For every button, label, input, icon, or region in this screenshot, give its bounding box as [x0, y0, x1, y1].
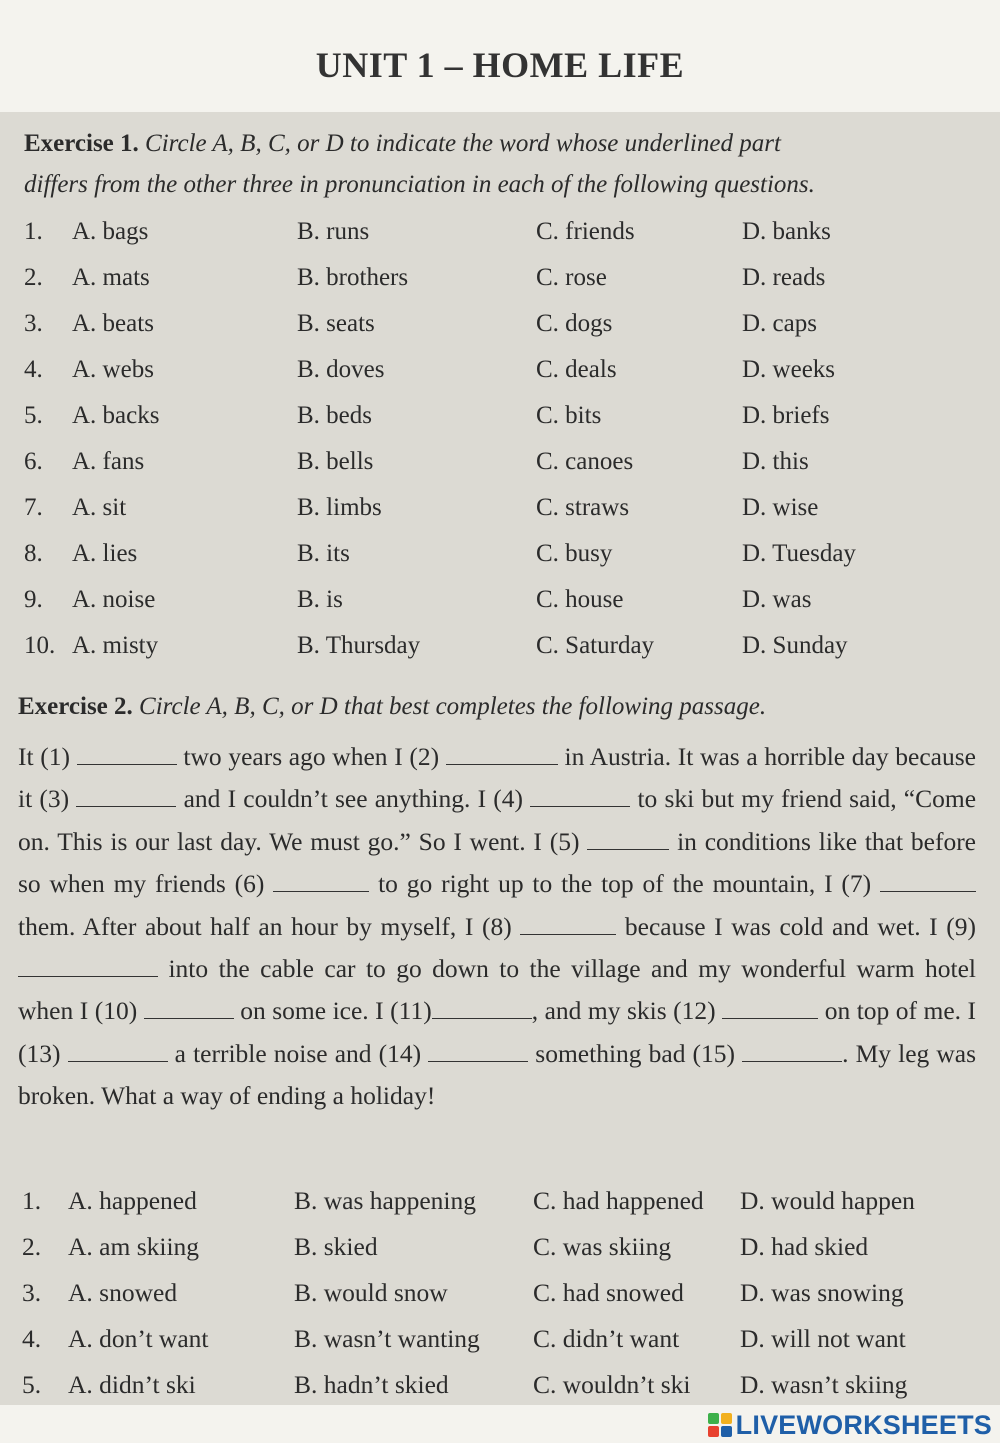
option-c[interactable]: C. was skiing: [533, 1232, 672, 1261]
blank-6[interactable]: [273, 871, 369, 892]
option-c[interactable]: C. dogs: [536, 310, 613, 337]
answer-number: 1.: [22, 1186, 42, 1215]
answer-row: [22, 1232, 982, 1276]
blank-4[interactable]: [530, 786, 630, 807]
exercise2-heading: [18, 686, 978, 727]
passage-text: on top of me. I (13): [18, 996, 977, 1068]
question-row: [24, 264, 984, 304]
answer-number: 5.: [22, 1370, 42, 1399]
question-row: [24, 632, 984, 672]
passage-text: to go right up to the top of the mountain, I (7): [378, 869, 872, 899]
exercise1-instruction-line1: Circle A, B, C, or D to indicate the word whose underlined part: [145, 130, 781, 157]
passage-text: two years ago when I (2): [183, 742, 440, 771]
blank-2[interactable]: [446, 744, 558, 765]
option-a[interactable]: A. backs: [72, 402, 160, 429]
option-a[interactable]: A. don’t want: [68, 1324, 209, 1353]
option-d[interactable]: D. will not want: [740, 1324, 906, 1353]
option-a[interactable]: A. misty: [72, 632, 159, 659]
passage-text: . My leg was broken. What a way of ending a holiday!: [18, 1038, 977, 1111]
question-number: 8.: [24, 540, 43, 567]
option-a[interactable]: A. lies: [72, 540, 138, 567]
option-a[interactable]: A. beats: [72, 310, 154, 337]
option-d[interactable]: D. banks: [742, 218, 831, 245]
blank-10[interactable]: [144, 998, 234, 1019]
blank-14[interactable]: [428, 1041, 528, 1062]
blank-9[interactable]: [18, 956, 158, 977]
option-c[interactable]: C. canoes: [536, 448, 634, 475]
blank-12[interactable]: [722, 998, 818, 1019]
passage-text: them. After about half an hour by myself, I (8): [18, 911, 512, 941]
option-b[interactable]: B. doves: [297, 356, 385, 383]
passage-text: It (1): [18, 742, 70, 771]
blank-3[interactable]: [76, 786, 176, 807]
option-d[interactable]: D. Sunday: [742, 632, 848, 659]
option-a[interactable]: A. mats: [72, 264, 150, 291]
liveworksheets-logo-icon: [708, 1413, 732, 1437]
option-c[interactable]: C. friends: [536, 218, 635, 245]
option-b[interactable]: B. its: [297, 540, 350, 567]
option-d[interactable]: D. was snowing: [740, 1278, 904, 1307]
passage-text: on some ice. I (11): [240, 996, 432, 1026]
question-number: 4.: [24, 356, 43, 383]
question-row: [24, 402, 984, 442]
option-c[interactable]: C. didn’t want: [533, 1324, 680, 1353]
passage-text: because I was cold and wet. I (9): [624, 911, 976, 941]
question-number: 5.: [24, 402, 43, 429]
option-d[interactable]: D. would happen: [740, 1186, 915, 1215]
option-a[interactable]: A. noise: [72, 586, 156, 613]
option-a[interactable]: A. am skiing: [68, 1232, 200, 1261]
option-b[interactable]: B. runs: [297, 218, 370, 245]
question-row: [24, 448, 984, 488]
passage-text: in conditions like that before so when my friends (6): [18, 826, 976, 899]
option-a[interactable]: A. fans: [72, 448, 145, 475]
option-b[interactable]: B. was happening: [294, 1186, 477, 1215]
option-d[interactable]: D. wise: [742, 494, 819, 521]
exercise1-heading: [24, 123, 984, 205]
option-c[interactable]: C. rose: [536, 264, 607, 291]
option-a[interactable]: A. happened: [68, 1186, 197, 1215]
option-c[interactable]: C. house: [536, 586, 624, 613]
option-d[interactable]: D. caps: [742, 310, 817, 337]
blank-1[interactable]: [77, 744, 177, 765]
option-d[interactable]: D. reads: [742, 264, 826, 291]
footer: [0, 1405, 1000, 1443]
question-number: 3.: [24, 310, 43, 337]
answer-number: 4.: [22, 1324, 42, 1353]
option-c[interactable]: C. had happened: [533, 1186, 704, 1215]
option-b[interactable]: B. would snow: [294, 1278, 448, 1307]
question-row: [24, 356, 984, 396]
question-row: [24, 540, 984, 580]
blank-7[interactable]: [880, 871, 976, 892]
option-d[interactable]: D. was: [742, 586, 812, 613]
option-b[interactable]: B. wasn’t wanting: [294, 1324, 480, 1353]
question-row: [24, 310, 984, 350]
option-b[interactable]: B. beds: [297, 402, 372, 429]
exercise2-passage: [18, 736, 976, 1118]
option-b[interactable]: B. is: [297, 586, 343, 613]
blank-11[interactable]: [432, 998, 532, 1019]
blank-8[interactable]: [520, 914, 616, 935]
blank-15[interactable]: [742, 1041, 842, 1062]
option-b[interactable]: B. skied: [294, 1232, 378, 1261]
question-row: [24, 218, 984, 258]
passage-text: and I couldn’t see anything. I (4): [183, 784, 524, 814]
option-d[interactable]: D. briefs: [742, 402, 830, 429]
answer-row: [22, 1324, 982, 1368]
option-a[interactable]: A. sit: [72, 494, 127, 521]
question-number: 7.: [24, 494, 43, 521]
option-c[interactable]: C. Saturday: [536, 632, 655, 659]
option-c[interactable]: C. deals: [536, 356, 617, 383]
option-d[interactable]: D. weeks: [742, 356, 836, 383]
option-d[interactable]: D. had skied: [740, 1232, 869, 1261]
option-a[interactable]: A. didn’t ski: [68, 1370, 196, 1399]
exercise1-instruction-line2: differs from the other three in pronunciation in each of the following questions.: [24, 171, 815, 198]
option-b[interactable]: B. Thursday: [297, 632, 421, 659]
passage-text: a terrible noise and (14): [174, 1038, 422, 1068]
question-number: 9.: [24, 586, 43, 613]
option-b[interactable]: B. brothers: [297, 264, 409, 291]
exercise1-label: Exercise 1.: [24, 130, 139, 157]
question-row: [24, 586, 984, 626]
question-row: [24, 494, 984, 534]
option-c[interactable]: C. bits: [536, 402, 602, 429]
option-a[interactable]: A. webs: [72, 356, 154, 383]
question-number: 1.: [24, 218, 43, 245]
answer-number: 2.: [22, 1232, 42, 1261]
exercise2-instruction: Circle A, B, C, or D that best completes the following passage.: [139, 693, 767, 720]
logo-text: LIVEWORKSHEETS: [735, 1409, 992, 1440]
question-number: 6.: [24, 448, 43, 475]
passage-text: to ski but my friend said, “Come on. This is our last day. We must go.” So I went. I (5): [18, 784, 977, 856]
option-c[interactable]: C. wouldn’t ski: [533, 1370, 691, 1399]
option-c[interactable]: C. straws: [536, 494, 630, 521]
passage-text: into the cable car to go down to the village and my wonderful warm hotel when I (10): [18, 954, 977, 1026]
option-b[interactable]: B. seats: [297, 310, 375, 337]
blank-13[interactable]: [68, 1041, 168, 1062]
option-d[interactable]: D. wasn’t skiing: [740, 1370, 908, 1399]
liveworksheets-logo[interactable]: [708, 1411, 992, 1439]
exercise2-label: Exercise 2.: [18, 693, 133, 720]
question-number: 10.: [24, 632, 56, 659]
passage-text: in Austria. It was a horrible day because it (3): [18, 742, 976, 814]
option-d[interactable]: D. Tuesday: [742, 540, 856, 567]
option-c[interactable]: C. busy: [536, 540, 613, 567]
option-c[interactable]: C. had snowed: [533, 1278, 684, 1307]
answer-row: [22, 1186, 982, 1230]
option-a[interactable]: A. bags: [72, 218, 149, 245]
page-title: UNIT 1 – HOME LIFE: [315, 45, 685, 85]
option-b[interactable]: B. bells: [297, 448, 374, 475]
question-number: 2.: [24, 264, 43, 291]
passage-text: something bad (15): [535, 1038, 736, 1068]
title-bar: [0, 0, 1000, 112]
option-b[interactable]: B. hadn’t skied: [294, 1370, 449, 1399]
passage-text: , and my skis (12): [531, 996, 716, 1026]
option-d[interactable]: D. this: [742, 448, 809, 475]
option-a[interactable]: A. snowed: [68, 1278, 178, 1307]
answer-number: 3.: [22, 1278, 42, 1307]
option-b[interactable]: B. limbs: [297, 494, 382, 521]
blank-5[interactable]: [587, 829, 669, 850]
answer-row: [22, 1278, 982, 1322]
